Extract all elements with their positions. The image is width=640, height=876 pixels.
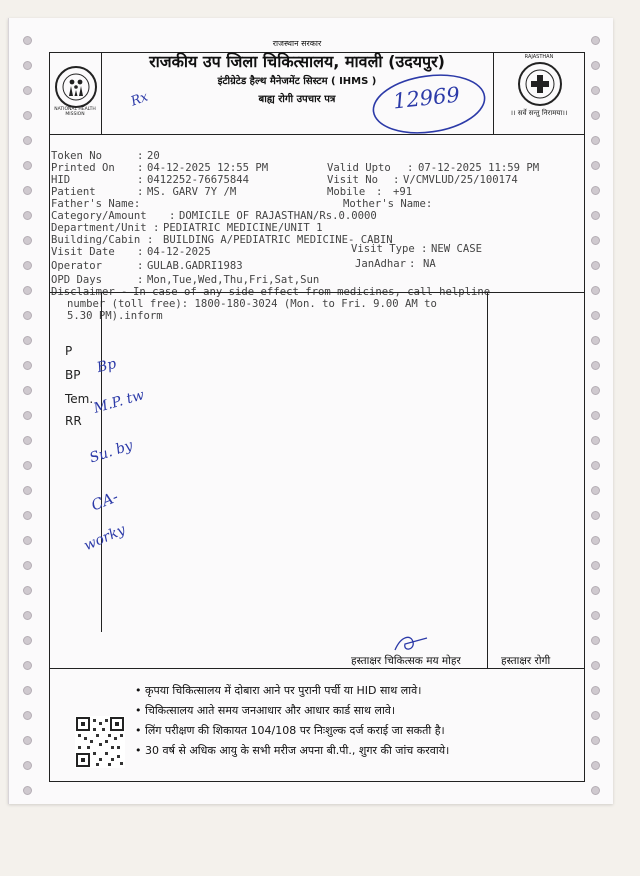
feed-hole xyxy=(591,636,600,645)
feed-hole xyxy=(591,236,600,245)
operator-value: GULAB.GADRI1983 xyxy=(147,260,243,272)
feed-hole xyxy=(23,636,32,645)
feed-hole xyxy=(23,511,32,520)
feed-hole xyxy=(23,661,32,670)
feed-hole xyxy=(23,586,32,595)
feed-hole xyxy=(591,261,600,270)
hid-value: 0412252-76675844 xyxy=(147,174,250,186)
vital-bp: BP xyxy=(65,368,81,382)
feed-hole xyxy=(591,86,600,95)
body-top-rule xyxy=(49,292,584,293)
feed-hole xyxy=(23,611,32,620)
valid-upto-value: 07-12-2025 11:59 PM xyxy=(418,162,540,174)
feed-hole xyxy=(591,61,600,70)
feed-hole xyxy=(23,336,32,345)
feed-hole xyxy=(591,511,600,520)
visit-no-colon: : xyxy=(393,174,406,186)
category-value: DOMICILE OF RAJASTHAN/Rs.0.0000 xyxy=(179,210,377,222)
visit-date-colon: : xyxy=(137,246,150,258)
mother-name-label: Mother's Name: xyxy=(343,198,433,210)
building-label: Building/Cabin xyxy=(51,234,141,246)
token-label: Token No xyxy=(51,150,103,162)
feed-hole xyxy=(591,36,600,45)
feed-hole xyxy=(591,461,600,470)
feed-hole xyxy=(23,286,32,295)
feed-hole xyxy=(591,686,600,695)
feed-hole xyxy=(23,761,32,770)
janadhar-label: JanAdhar xyxy=(355,258,407,270)
footer-item-2-text: चिकित्सालय आते समय जनआधार और आधार कार्ड साथ लावे। xyxy=(145,704,396,717)
janadhar-value: NA xyxy=(423,258,436,270)
system-name: इंटीग्रेटेड हैल्थ मैनेजमेंट सिस्टम ( IHMS ) xyxy=(217,76,377,87)
visit-type-label: Visit Type xyxy=(351,243,415,255)
footer-item-1-text: कृपया चिकित्सालय में दोबारा आने पर पुरानी पर्ची या HID साथ लावे। xyxy=(145,684,422,697)
vital-respiratory-rate: RR xyxy=(65,414,82,428)
disclaimer-label: Disclaimer xyxy=(51,286,115,298)
visit-date-label: Visit Date xyxy=(51,246,115,258)
handwritten-register-number: 12969 xyxy=(391,82,461,114)
nhm-logo xyxy=(55,66,97,108)
department-label: Department/Unit xyxy=(51,222,147,234)
feed-hole xyxy=(23,361,32,370)
feed-hole xyxy=(591,136,600,145)
visit-date-value: 04-12-2025 xyxy=(147,246,211,258)
govt-line: राजस्थान सरकार xyxy=(272,39,322,48)
printed-on-label: Printed On xyxy=(51,162,115,174)
feed-hole xyxy=(23,86,32,95)
footer-item-3-text: लिंग परीक्षण की शिकायत 104/108 पर निःशुल्क दर्ज कराई जा सकती है। xyxy=(145,724,445,737)
medical-cross-icon xyxy=(524,68,556,100)
feed-hole xyxy=(23,36,32,45)
feed-hole xyxy=(23,686,32,695)
feed-hole xyxy=(23,536,32,545)
feed-hole xyxy=(591,611,600,620)
handwritten-note-5: worky xyxy=(81,521,128,555)
handwritten-rr-note: Su. by xyxy=(87,437,135,467)
mobile-colon: : xyxy=(376,186,389,198)
feed-hole xyxy=(23,436,32,445)
department-colon: : xyxy=(153,222,166,234)
building-value: BUILDING A/PEDIATRIC MEDICINE- CABIN xyxy=(163,234,393,246)
right-column-rule xyxy=(487,292,488,668)
feed-hole xyxy=(591,161,600,170)
footer-item-1: • कृपया चिकित्सालय में दोबारा आने पर पुरानी पर्ची या HID साथ लावे। xyxy=(135,684,422,697)
hid-label: HID xyxy=(51,174,71,186)
feed-hole xyxy=(23,411,32,420)
hospital-name: राजकीय उप जिला चिकित्सालय, मावली (उदयपुर) xyxy=(149,52,445,71)
valid-upto-label: Valid Upto xyxy=(327,162,391,174)
feed-hole xyxy=(591,561,600,570)
patient-value: MS. GARV 7Y /M xyxy=(147,186,237,198)
handwritten-temp-note: M.P. tw xyxy=(91,387,147,417)
footer-top-rule xyxy=(49,668,584,669)
feed-hole xyxy=(591,736,600,745)
feed-hole xyxy=(23,136,32,145)
feed-hole xyxy=(23,161,32,170)
patient-colon: : xyxy=(137,186,150,198)
feed-hole xyxy=(591,536,600,545)
qr-code xyxy=(75,716,125,768)
header-divider xyxy=(49,134,584,135)
feed-hole xyxy=(23,461,32,470)
doctor-initials-scribble xyxy=(391,630,431,656)
disclaimer-line-2: number (toll free): 1800-180-3024 (Mon. to Fri. 9.00 AM to xyxy=(67,298,437,310)
feed-hole xyxy=(591,286,600,295)
feed-hole xyxy=(23,736,32,745)
nhm-logo-cell xyxy=(49,52,102,134)
feed-hole xyxy=(23,786,32,795)
feed-hole xyxy=(591,186,600,195)
visit-no-value: V/CMVLUD/25/100174 xyxy=(403,174,518,186)
disclaimer-line-1: In case of any side effect from medicines, call helpline xyxy=(133,286,491,298)
valid-upto-colon: : xyxy=(407,162,420,174)
feed-hole xyxy=(591,361,600,370)
rajasthan-logo-cell xyxy=(493,52,584,134)
handwritten-bp-note: Bp xyxy=(95,355,118,377)
operator-colon: : xyxy=(137,260,150,272)
family-icon xyxy=(61,72,91,102)
feed-hole xyxy=(23,386,32,395)
footer-item-2: • चिकित्सालय आते समय जनआधार और आधार कार्ड साथ लावे। xyxy=(135,704,396,717)
visit-type-value: NEW CASE xyxy=(431,243,483,255)
feed-hole xyxy=(591,761,600,770)
category-colon: : xyxy=(169,210,182,222)
printed-on-value: 04-12-2025 12:55 PM xyxy=(147,162,269,174)
feed-hole xyxy=(23,186,32,195)
feed-hole xyxy=(23,211,32,220)
patient-label: Patient xyxy=(51,186,96,198)
feed-hole xyxy=(591,336,600,345)
rajasthan-seal xyxy=(518,62,562,106)
opd-days-label: OPD Days xyxy=(51,274,103,286)
printed-on-colon: : xyxy=(137,162,150,174)
doctor-signature-label: हस्ताक्षर चिकित्सक मय मोहर xyxy=(351,655,461,667)
feed-hole xyxy=(591,711,600,720)
hid-colon: : xyxy=(137,174,150,186)
feed-hole xyxy=(23,561,32,570)
mobile-value: +91 xyxy=(393,186,413,198)
rajasthan-seal-caption: RAJASTHAN xyxy=(524,54,554,60)
feed-hole xyxy=(23,111,32,120)
feed-hole xyxy=(23,711,32,720)
janadhar-colon: : xyxy=(409,258,422,270)
patient-signature-label: हस्ताक्षर रोगी xyxy=(501,655,551,667)
footer-item-3: • लिंग परीक्षण की शिकायत 104/108 पर निःशुल्क दर्ज कराई जा सकती है। xyxy=(135,724,445,737)
seal-motto: ।। सर्वे सन्तु निरामया।। xyxy=(510,109,568,117)
category-label: Category/Amount xyxy=(51,210,147,222)
token-value: 20 xyxy=(147,150,160,162)
feed-hole xyxy=(23,311,32,320)
father-name-label: Father's Name: xyxy=(51,198,141,210)
feed-hole xyxy=(591,211,600,220)
opd-slip-paper xyxy=(8,18,613,804)
feed-hole xyxy=(591,661,600,670)
nhm-logo-caption: NATIONAL HEALTH MISSION xyxy=(54,107,96,117)
visit-no-label: Visit No xyxy=(327,174,379,186)
feed-hole xyxy=(591,436,600,445)
opd-days-value: Mon,Tue,Wed,Thu,Fri,Sat,Sun xyxy=(147,274,320,286)
operator-label: Operator xyxy=(51,260,103,272)
feed-hole xyxy=(23,61,32,70)
feed-hole xyxy=(591,311,600,320)
feed-hole xyxy=(591,586,600,595)
mobile-label: Mobile xyxy=(327,186,366,198)
visit-type-colon: : xyxy=(421,243,434,255)
feed-hole xyxy=(23,261,32,270)
feed-hole xyxy=(23,486,32,495)
feed-hole xyxy=(591,411,600,420)
disclaimer-dash: - xyxy=(121,286,134,298)
footer-item-4: • 30 वर्ष से अधिक आयु के सभी मरीज अपना बी.पी., शुगर की जांच करवाये। xyxy=(135,744,450,757)
department-value: PEDIATRIC MEDICINE/UNIT 1 xyxy=(163,222,323,234)
handwritten-note-4: CA- xyxy=(88,487,121,515)
slip-type: बाह्य रोगी उपचार पत्र xyxy=(258,94,336,105)
disclaimer-line-3: 5.30 PM).inform xyxy=(67,310,163,322)
feed-hole xyxy=(591,386,600,395)
vital-temperature: Tem. xyxy=(65,392,94,406)
feed-hole xyxy=(23,236,32,245)
handwritten-rx: Rx xyxy=(128,89,151,110)
token-value-prefix: : xyxy=(137,150,150,162)
feed-hole xyxy=(591,786,600,795)
feed-hole xyxy=(591,486,600,495)
feed-hole xyxy=(591,111,600,120)
footer-item-4-text: 30 वर्ष से अधिक आयु के सभी मरीज अपना बी.पी., शुगर की जांच करवाये। xyxy=(145,744,450,757)
opd-days-colon: : xyxy=(137,274,150,286)
vital-pulse: P xyxy=(65,344,73,358)
building-colon: : xyxy=(147,234,160,246)
